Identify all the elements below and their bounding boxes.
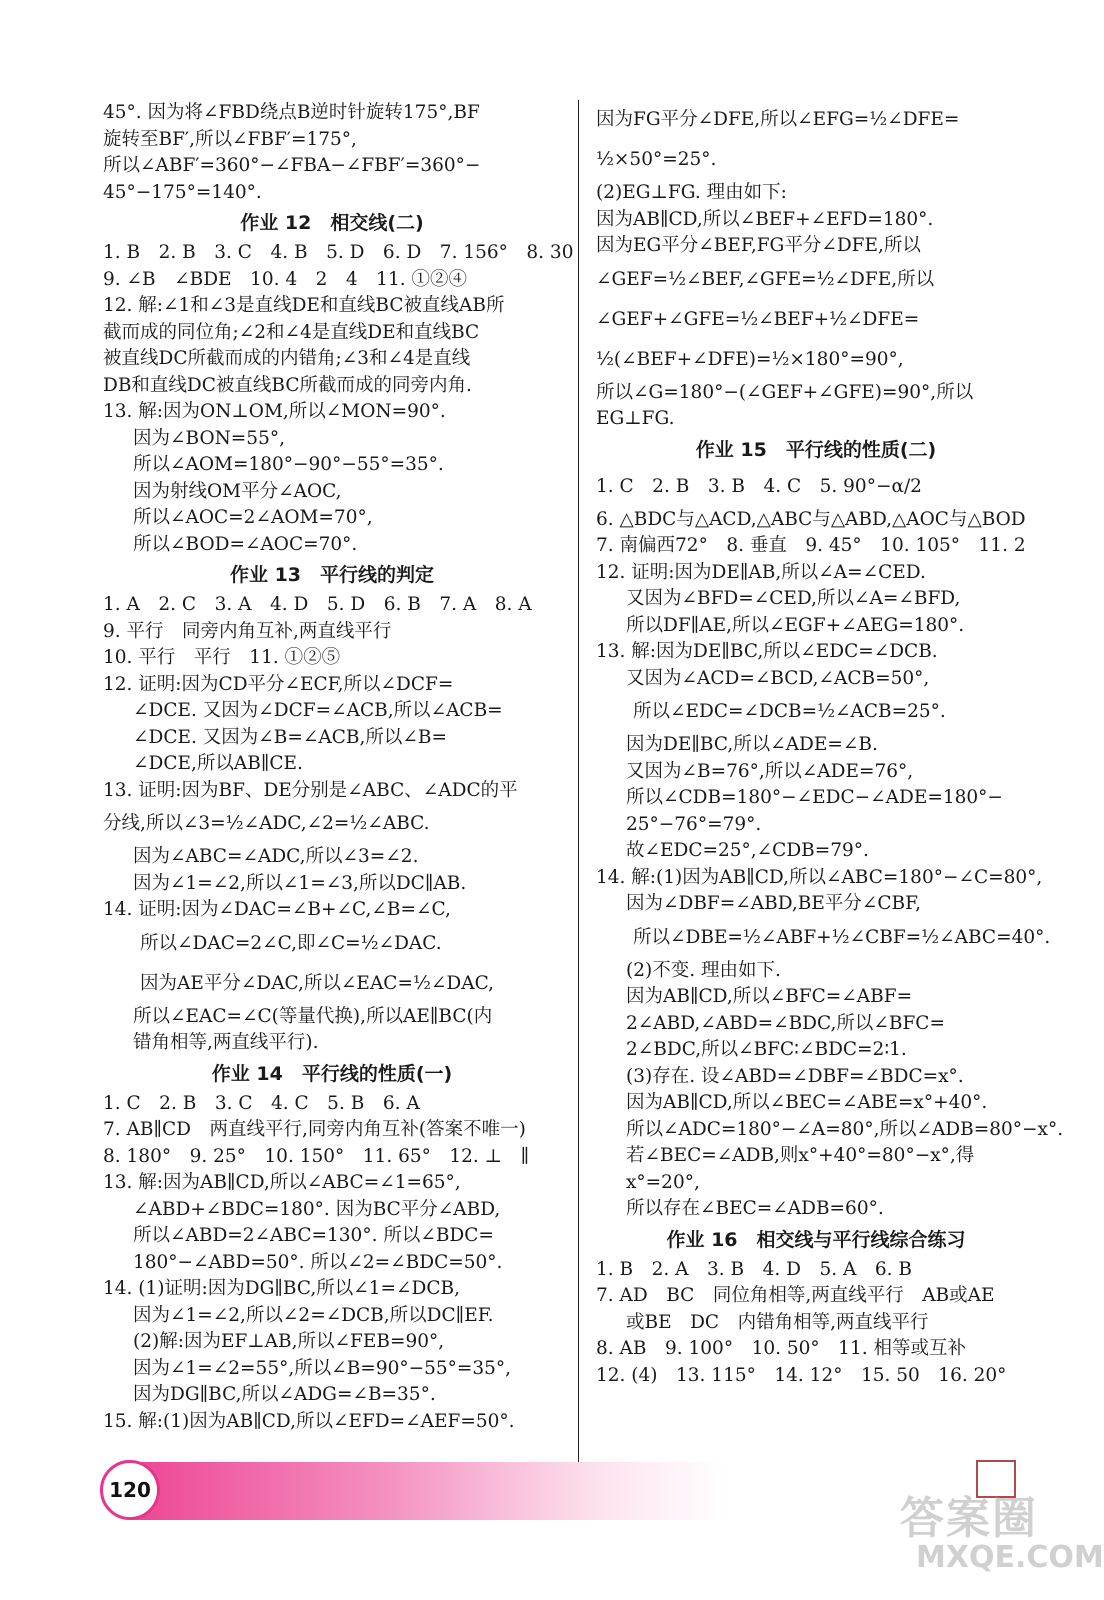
- answer-line: 所以DF∥AE,所以∠EGF+∠AEG=180°.: [626, 614, 965, 636]
- answer-line: 因为∠1=∠2,所以∠1=∠3,所以DC∥AB.: [133, 872, 467, 894]
- answer-line: 又因为∠BFD=∠CED,所以∠A=∠BFD,: [626, 588, 961, 609]
- column-divider: [578, 100, 579, 1470]
- answer-line: 7. AB∥CD 两直线平行,同旁内角互补(答案不唯一): [103, 1119, 526, 1140]
- answer-line: 所以存在∠BEC=∠ADB=60°.: [626, 1198, 884, 1219]
- answer-line: 14. (1)证明:因为DG∥BC,所以∠1=∠DCB,: [103, 1278, 460, 1299]
- answer-line: 8. AB 9. 100° 10. 50° 11. 相等或互补: [596, 1338, 966, 1359]
- watermark-url: MXQE.COM: [916, 1540, 1104, 1575]
- section-heading: 作业 13 平行线的判定: [229, 564, 435, 586]
- answer-line: ½×50°=25°.: [596, 149, 717, 170]
- answer-line: 45°−175°=140°.: [103, 181, 262, 203]
- answer-line: 所以∠EDC=∠DCB=½∠ACB=25°.: [596, 701, 946, 722]
- answer-line: 因为FG平分∠DFE,所以∠EFG=½∠DFE=: [596, 109, 960, 130]
- answer-line: 8. 180° 9. 25° 10. 150° 11. 65° 12. ⊥ ∥: [103, 1145, 530, 1167]
- section-heading: 作业 12 相交线(二): [240, 212, 424, 234]
- answer-line: 因为∠BON=55°,: [133, 427, 285, 449]
- answer-line: 所以∠ADC=180°−∠A=80°,所以∠ADB=80°−x°.: [626, 1118, 1064, 1140]
- answer-line: 分线,所以∠3=½∠ADC,∠2=½∠ABC.: [103, 813, 430, 834]
- section-heading: 作业 15 平行线的性质(二): [695, 438, 937, 461]
- answer-line: ∠DCE. 又因为∠B=∠ACB,所以∠B=: [133, 726, 447, 748]
- answer-line: 所以∠ABF′=360°−∠FBA−∠FBF′=360°−: [103, 155, 481, 176]
- answer-line: 所以∠AOC=2∠AOM=70°,: [133, 507, 373, 528]
- answer-line: 因为∠1=∠2,所以∠2=∠DCB,所以DC∥EF.: [133, 1304, 494, 1326]
- answer-line: 所以∠AOM=180°−90°−55°=35°.: [133, 454, 444, 475]
- answer-line: 12. (4) 13. 115° 14. 12° 15. 50 16. 20°: [596, 1364, 1007, 1386]
- answer-line: (2)解:因为EF⊥AB,所以∠FEB=90°,: [133, 1331, 445, 1352]
- answer-line: 又因为∠B=76°,所以∠ADE=76°,: [626, 760, 914, 782]
- answer-line: 1. C 2. B 3. C 4. C 5. B 6. A: [103, 1092, 420, 1114]
- answer-line: 1. C 2. B 3. B 4. C 5. 90°−α/2: [596, 475, 922, 497]
- answer-line: 因为AB∥CD,所以∠BFC=∠ABF=: [626, 986, 913, 1007]
- answer-line: 15. 解:(1)因为AB∥CD,所以∠EFD=∠AEF=50°.: [103, 1410, 515, 1432]
- answer-line: 因为∠DBF=∠ABD,BE平分∠CBF,: [626, 893, 921, 914]
- answer-line: 1. B 2. A 3. B 4. D 5. A 6. B: [596, 1258, 913, 1280]
- answer-line: 6. △BDC与△ACD,△ABC与△ABD,△AOC与△BOD: [596, 508, 1026, 530]
- answer-line: ½(∠BEF+∠DFE)=½×180°=90°,: [596, 348, 904, 370]
- answer-line: ∠GEF+∠GFE=½∠BEF+½∠DFE=: [596, 308, 920, 330]
- answer-line: 所以∠DBE=½∠ABF+½∠CBF=½∠ABC=40°.: [596, 926, 1051, 948]
- answer-line: 因为AE平分∠DAC,所以∠EAC=½∠DAC,: [103, 972, 494, 994]
- watermark-text: 答案圈: [900, 1493, 1038, 1544]
- answer-line: 1. A 2. C 3. A 4. D 5. D 6. B 7. A 8. A: [103, 594, 532, 615]
- answer-line: 因为∠ABC=∠ADC,所以∠3=∠2.: [133, 846, 419, 867]
- answer-line: 或BE DC 内错角相等,两直线平行: [626, 1311, 929, 1333]
- answer-line: 7. 南偏西72° 8. 垂直 9. 45° 10. 105° 11. 2: [596, 535, 1026, 556]
- answer-line: 2∠BDC,所以∠BFC∶∠BDC=2∶1.: [626, 1039, 907, 1060]
- answer-line: 旋转至BF′,所以∠FBF′=175°,: [103, 128, 357, 150]
- answer-line: 因为DG∥BC,所以∠ADG=∠B=35°.: [133, 1384, 436, 1405]
- answer-line: 所以∠G=180°−(∠GEF+∠GFE)=90°,所以: [596, 381, 974, 403]
- answer-line: 故∠EDC=25°,∠CDB=79°.: [626, 840, 869, 861]
- left-column: [103, 100, 574, 1435]
- answer-line: 13. 解:因为AB∥CD,所以∠ABC=∠1=65°,: [103, 1172, 461, 1193]
- answer-line: 所以∠DAC=2∠C,即∠C=½∠DAC.: [103, 932, 442, 954]
- right-column: [596, 100, 1064, 1389]
- answer-line: 14. 证明:因为∠DAC=∠B+∠C,∠B=∠C,: [103, 899, 451, 920]
- answer-line: 25°−76°=79°.: [626, 813, 762, 835]
- answer-line: 45°. 因为将∠FBD绕点B逆时针旋转175°,BF: [103, 102, 480, 123]
- answer-line: (2)不变. 理由如下.: [626, 959, 781, 981]
- answer-line: (2)EG⊥FG. 理由如下:: [596, 182, 787, 203]
- answer-line: 所以∠ABD=2∠ABC=130°. 所以∠BDC=: [133, 1225, 494, 1246]
- answer-line: x°=20°,: [626, 1171, 700, 1193]
- answer-line: 1. B 2. B 3. C 4. B 5. D 6. D 7. 156° 8. 30: [103, 242, 574, 263]
- answer-line: 所以∠CDB=180°−∠EDC−∠ADE=180°−: [626, 787, 1003, 808]
- answer-line: (3)存在. 设∠ABD=∠DBF=∠BDC=x°.: [626, 1065, 964, 1087]
- answer-line: ∠ABD+∠BDC=180°. 因为BC平分∠ABD,: [133, 1198, 501, 1220]
- footer-band: [105, 1462, 725, 1520]
- answer-line: 9. 平行 同旁内角互补,两直线平行: [103, 620, 392, 642]
- answer-line: 因为射线OM平分∠AOC,: [133, 480, 342, 502]
- answer-line: 因为∠1=∠2=55°,所以∠B=90°−55°=35°,: [133, 1357, 512, 1379]
- section-heading: 作业 16 相交线与平行线综合练习: [666, 1228, 966, 1251]
- answer-line: 2∠ABD,∠ABD=∠BDC,所以∠BFC=: [626, 1012, 945, 1034]
- answer-line: 13. 证明:因为BF、DE分别是∠ABC、∠ADC的平: [103, 779, 518, 801]
- answer-line: 又因为∠ACD=∠BCD,∠ACB=50°,: [626, 667, 930, 689]
- answer-line: 7. AD BC 同位角相等,两直线平行 AB或AE: [596, 1285, 995, 1306]
- answer-line: 错角相等,两直线平行).: [133, 1032, 319, 1053]
- answer-line: 9. ∠B ∠BDE 10. 4 2 4 11. ①②④: [103, 268, 467, 290]
- answer-line: 因为EG平分∠BEF,FG平分∠DFE,所以: [596, 235, 921, 256]
- answer-line: 12. 解:∠1和∠3是直线DE和直线BC被直线AB所: [103, 295, 505, 316]
- answer-line: 14. 解:(1)因为AB∥CD,所以∠ABC=180°−∠C=80°,: [596, 866, 1043, 888]
- answer-line: DB和直线DC被直线BC所截而成的同旁内角.: [103, 374, 472, 396]
- answer-line: 若∠BEC=∠ADB,则x°+40°=80°−x°,得: [626, 1145, 975, 1166]
- answer-line: 因为AB∥CD,所以∠BEC=∠ABE=x°+40°.: [626, 1092, 988, 1113]
- section-heading: 作业 14 平行线的性质(一): [211, 1062, 453, 1085]
- answer-line: ∠GEF=½∠BEF,∠GFE=½∠DFE,所以: [596, 268, 935, 290]
- answer-line: 所以∠EAC=∠C(等量代换),所以AE∥BC(内: [133, 1005, 493, 1027]
- answer-line: 截而成的同位角;∠2和∠4是直线DE和直线BC: [103, 321, 480, 343]
- answer-line: 180°−∠ABD=50°. 所以∠2=∠BDC=50°.: [133, 1251, 503, 1273]
- answer-line: ∠DCE. 又因为∠DCF=∠ACB,所以∠ACB=: [133, 700, 503, 721]
- answer-line: 13. 解:因为ON⊥OM,所以∠MON=90°.: [103, 401, 446, 422]
- answer-line: 因为DE∥BC,所以∠ADE=∠B.: [626, 734, 878, 755]
- answer-line: 所以∠BOD=∠AOC=70°.: [133, 533, 358, 555]
- answer-line: ∠DCE,所以AB∥CE.: [133, 753, 303, 774]
- answer-line: EG⊥FG.: [596, 408, 675, 429]
- answer-line: 13. 解:因为DE∥BC,所以∠EDC=∠DCB.: [596, 641, 938, 662]
- answer-line: 被直线DC所截而成的内错角;∠3和∠4是直线: [103, 348, 471, 369]
- page-number: 120: [100, 1460, 160, 1520]
- answer-line: 12. 证明:因为DE∥AB,所以∠A=∠CED.: [596, 561, 926, 583]
- answer-line: 因为AB∥CD,所以∠BEF+∠EFD=180°.: [596, 208, 934, 230]
- answer-line: 10. 平行 平行 11. ①②⑤: [103, 647, 341, 668]
- answer-line: 12. 证明:因为CD平分∠ECF,所以∠DCF=: [103, 673, 454, 695]
